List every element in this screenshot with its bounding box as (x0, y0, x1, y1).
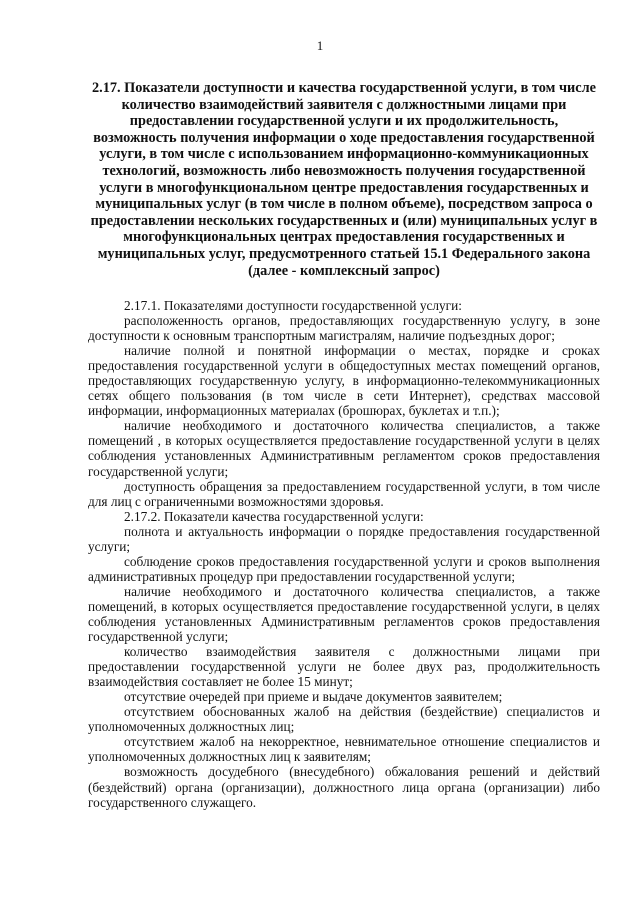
section-heading: 2.17. Показатели доступности и качества государственной услуги, в том числе количество взаимодействий заявителя с должностными лицами при предоставлении государственной услуги и их продолжительность, возможность получения информации о ходе предоставления государственной услуги, в том числе с использованием информационно-коммуникационных технологий, возможность либо невозможность получения государственной услуги в многофункциональном центре предоставления государственных и муниципальных услуг (в том числе в полном объеме), посредством запроса о предоставлении нескольких государственных и (или) муниципальных услуг в многофункциональных центрах предоставления государственных и муниципальных услуг, предусмотренного статьей 15.1 Федерального закона (далее - комплексный запрос) (90, 80, 598, 279)
paragraph: расположенность органов, предоставляющих государственную услугу, в зоне доступности к основным транспортным магистралям, наличие подъездных дорог; (88, 313, 600, 344)
paragraph: отсутствие очередей при приеме и выдаче документов заявителем; (124, 689, 503, 705)
paragraph: количество взаимодействия заявителя с должностными лицами при предоставлении государственной услуги не более двух раз, продолжительность взаимодействия составляет не более 15 минут; (88, 644, 600, 690)
paragraph: отсутствием жалоб на некорректное, невнимательное отношение специалистов и уполномоченных должностных лиц к заявителям; (88, 734, 600, 765)
paragraph-2-17-1: 2.17.1. Показателями доступности государственной услуги: (124, 298, 462, 313)
paragraph: отсутствием обоснованных жалоб на действия (бездействие) специалистов и уполномоченных должностных лиц; (88, 704, 600, 735)
document-body (88, 298, 600, 810)
paragraph: наличие полной и понятной информации о местах, порядке и сроках предоставления государственной услуги в общедоступных местах помещений органов, предоставляющих государственную услугу, в информационно-телекоммуникационных сетях общего пользования (в том числе в сети Интернет), средствах массовой информации, информационных материалах (брошюрах, буклетах и т.п.); (88, 343, 600, 419)
paragraph-2-17-2: 2.17.2. Показатели качества государственной услуги: (124, 508, 424, 524)
paragraph: доступность обращения за предоставлением государственной услуги, в том числе для лиц с ограниченными возможностями здоровья. (88, 478, 600, 509)
paragraph: полнота и актуальность информации о порядке предоставления государственной услуги; (88, 523, 600, 554)
paragraph: соблюдение сроков предоставления государственной услуги и сроков выполнения административных процедур при предоставлении государственной услуги; (88, 553, 600, 584)
paragraph: наличие необходимого и достаточного количества специалистов, а также помещений, в которых осуществляется предоставление государственной услуги, в целях соблюдения установленных Административным регламентов сроков предоставления государственной услуги; (88, 583, 600, 645)
paragraph: наличие необходимого и достаточного количества специалистов, а также помещений , в которых осуществляется предоставление государственной услуги в целях соблюдения установленных Административным регламентом сроков предоставления государственной услуги; (88, 418, 600, 479)
paragraph: возможность досудебного (внесудебного) обжалования решений и действий (бездействий) органа (организации), должностного лица органа (организации) либо государственного служащего. (88, 764, 600, 810)
page-number: 1 (316, 38, 324, 53)
